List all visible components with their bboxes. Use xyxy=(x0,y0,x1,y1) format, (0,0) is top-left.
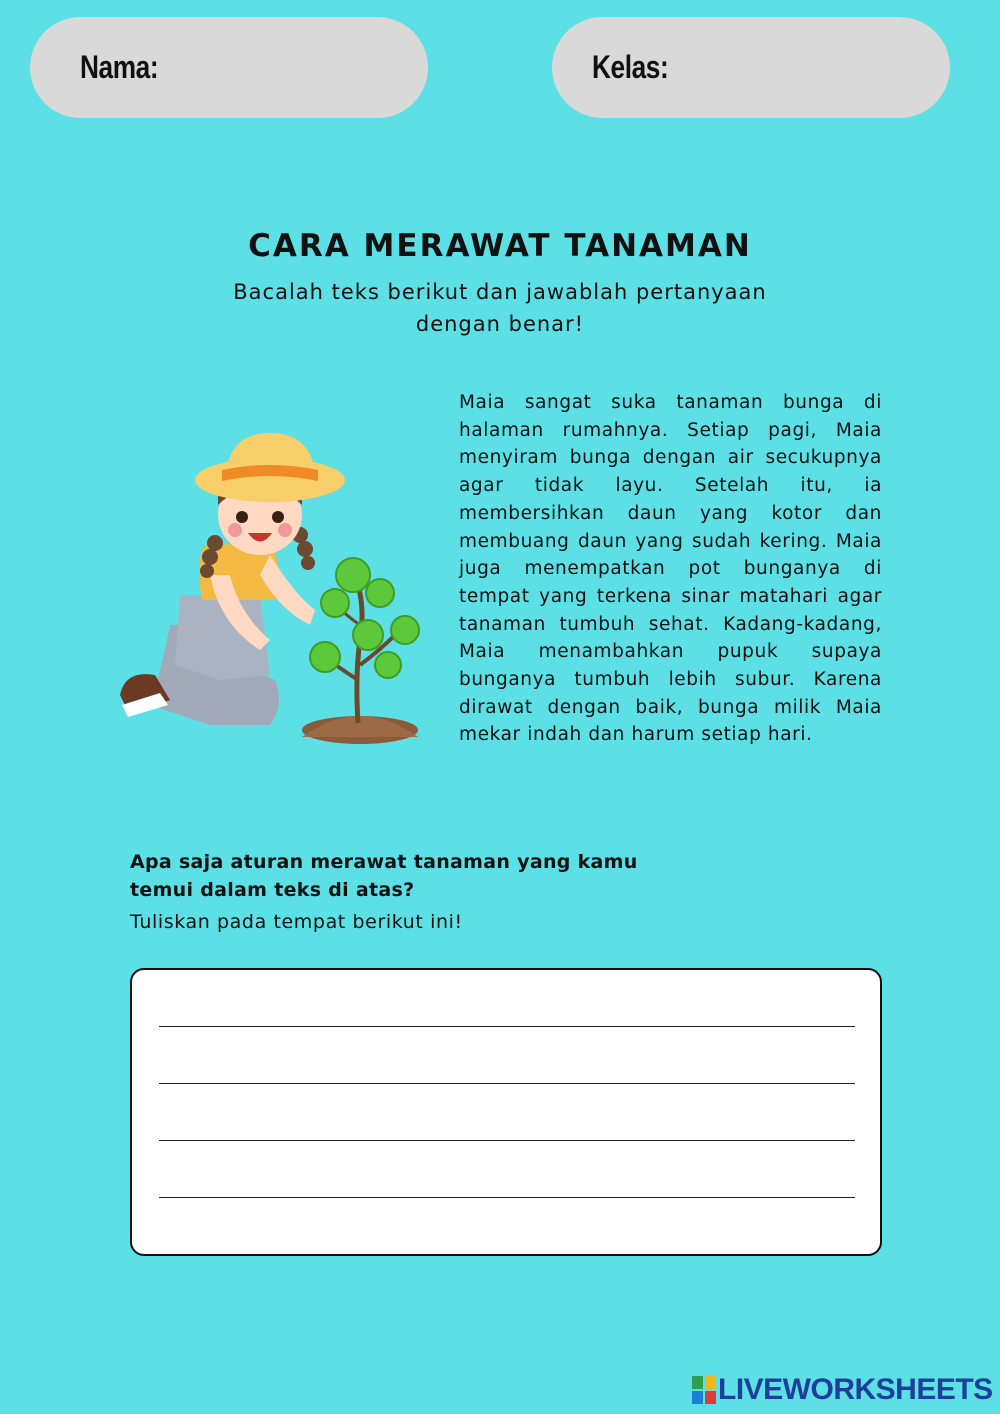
answer-box[interactable] xyxy=(130,968,882,1256)
name-label: Nama: xyxy=(80,49,159,85)
page-title: CARA MERAWAT TANAMAN xyxy=(248,228,752,264)
question-text: Apa saja aturan merawat tanaman yang kamu temui dalam teks di atas? xyxy=(130,851,638,901)
answer-line-3[interactable] xyxy=(159,1140,855,1141)
instruction-text: Tuliskan pada tempat berikut ini! xyxy=(130,911,463,933)
answer-line-1[interactable] xyxy=(159,1026,855,1027)
name-field[interactable] xyxy=(30,17,428,118)
reading-passage: Maia sangat suka tanaman bunga di halaman rumahnya. Setiap pagi, Maia menyiram bunga dengan air secukupnya agar tidak layu. Setelah itu, ia membersihkan daun yang kotor dan membuang daun yang sudah kering. Maia juga menempatkan pot bunganya di tempat yang terkena sinar matahari agar tanaman tumbuh sehat. Kadang-kadang, Maia menambahkan pupuk supaya bunganya tumbuh lebih subur. Karena dirawat dengan baik, bunga milik Maia mekar indah dan harum setiap hari. xyxy=(459,392,882,746)
answer-line-2[interactable] xyxy=(159,1083,855,1084)
plant-stem xyxy=(357,585,362,723)
class-label: Kelas: xyxy=(592,49,669,85)
page-subtitle: Bacalah teks berikut dan jawablah pertanyaan dengan benar! xyxy=(233,280,767,336)
liveworksheets-logo-icon xyxy=(692,1376,716,1404)
answer-line-4[interactable] xyxy=(159,1197,855,1198)
liveworksheets-logo xyxy=(692,1372,993,1408)
girl-gardening-illustration xyxy=(110,425,440,755)
logo-text: LIVEWORKSHEETS xyxy=(718,1373,993,1406)
class-field[interactable] xyxy=(552,17,950,118)
